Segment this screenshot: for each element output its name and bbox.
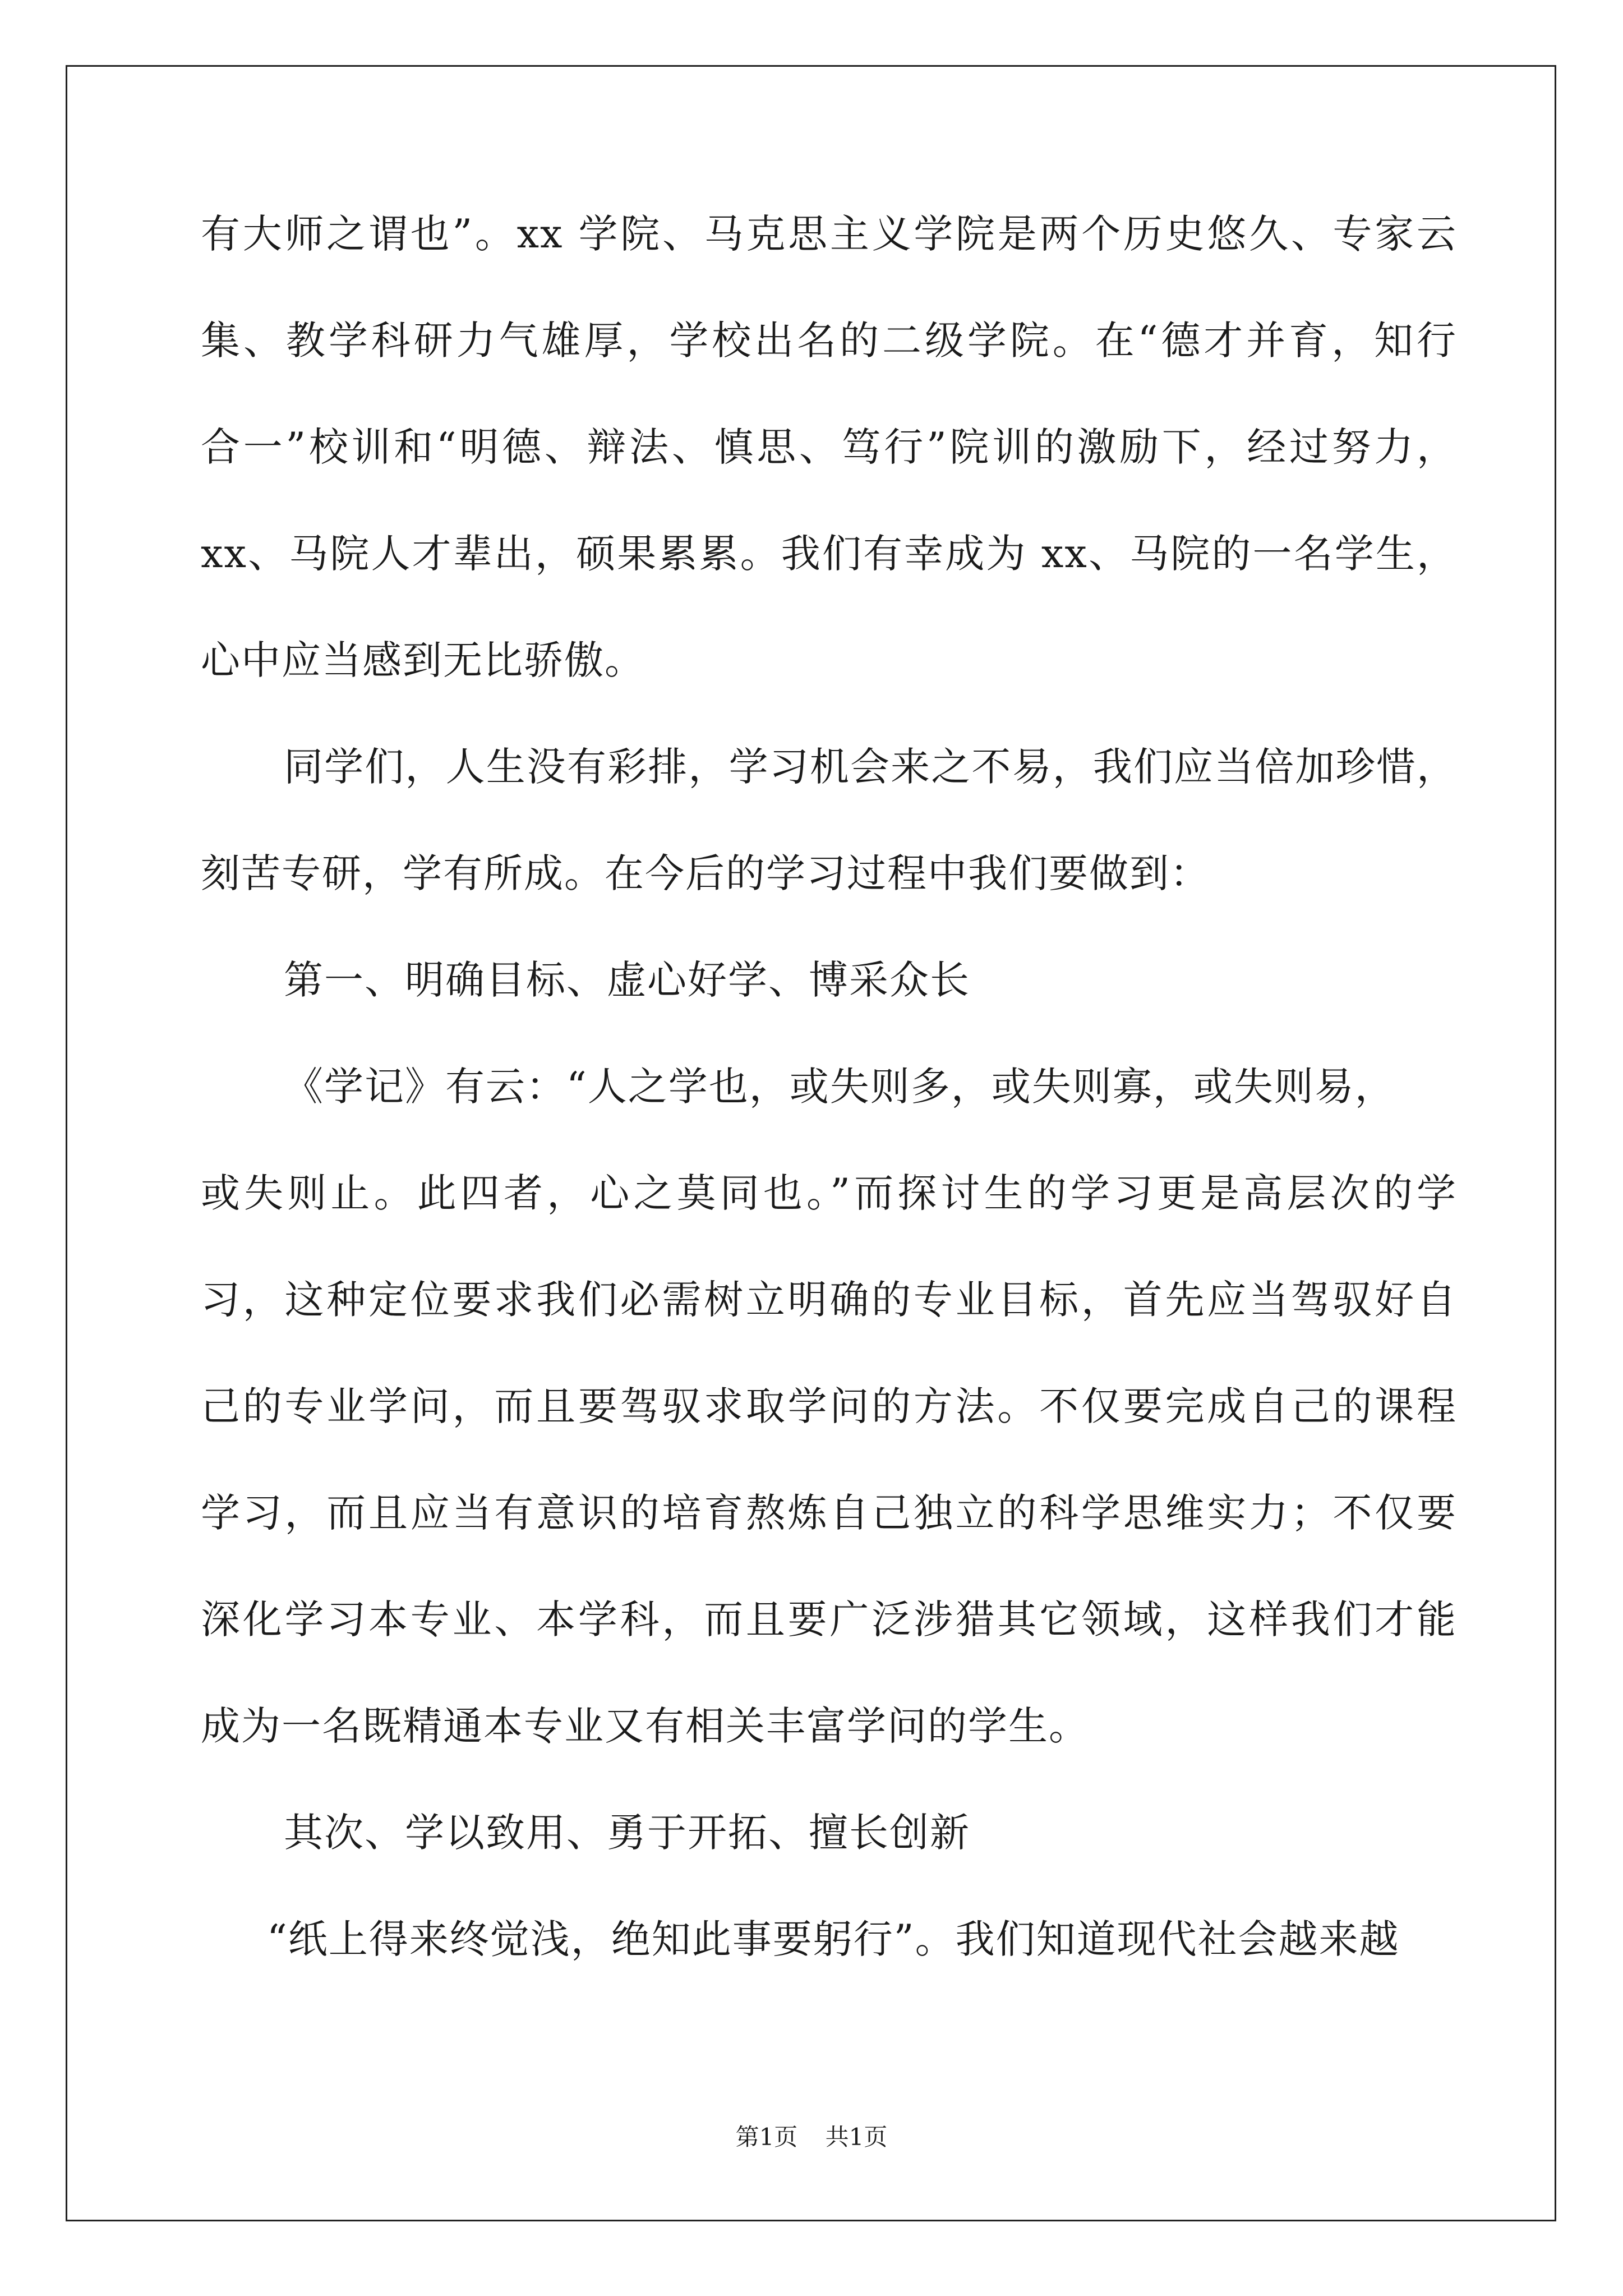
text-line: 成为一名既精通本专业又有相关丰富学问的学生。 [201,1703,1089,1749]
text-line: 《学记》有云：“人之学也，或失则多，或失则寡，或失则易， [284,1064,1395,1110]
text-line: xx、马院人才辈出，硕果累累。我们有幸成为 xx、马院的一名学生， [201,531,1457,577]
text-line: 同学们，人生没有彩排，学习机会来之不易，我们应当倍加珍惜， [284,744,1457,790]
page-footer [0,2119,1623,2152]
page-number: 第1页 [735,2123,798,2151]
text-line: 或失则止。此四者，心之莫同也。”而探讨生的学习更是高层次的学 [201,1170,1457,1216]
text-line: “纸上得来终觉浅，绝知此事要躬行”。我们知道现代社会越来越 [267,1916,1400,1962]
page-total: 共1页 [825,2123,888,2151]
text-line: 合一”校训和“明德、辩法、慎思、笃行”院训的激励下，经过努力， [201,424,1457,470]
section-heading: 其次、学以致用、勇于开拓、擅长创新 [284,1810,970,1856]
text-line: 习，这种定位要求我们必需树立明确的专业目标，首先应当驾驭好自 [201,1277,1457,1323]
text-line: 集、教学科研力气雄厚，学校出名的二级学院。在“德才并育，知行 [201,318,1457,364]
text-line: 深化学习本专业、本学科，而且要广泛涉猎其它领域，这样我们才能 [201,1596,1457,1642]
text-line: 己的专业学问，而且要驾驭求取学问的方法。不仅要完成自己的课程 [201,1383,1457,1429]
section-heading: 第一、明确目标、虚心好学、博采众长 [284,957,970,1003]
document-body [201,211,1457,2026]
text-line: 有大师之谓也”。xx 学院、马克思主义学院是两个历史悠久、专家云 [201,211,1457,257]
text-line: 学习，而且应当有意识的培育熬炼自己独立的科学思维实力；不仅要 [201,1490,1457,1536]
text-line: 心中应当感到无比骄傲。 [201,637,645,683]
text-line: 刻苦专研，学有所成。在今后的学习过程中我们要做到： [201,850,1210,896]
